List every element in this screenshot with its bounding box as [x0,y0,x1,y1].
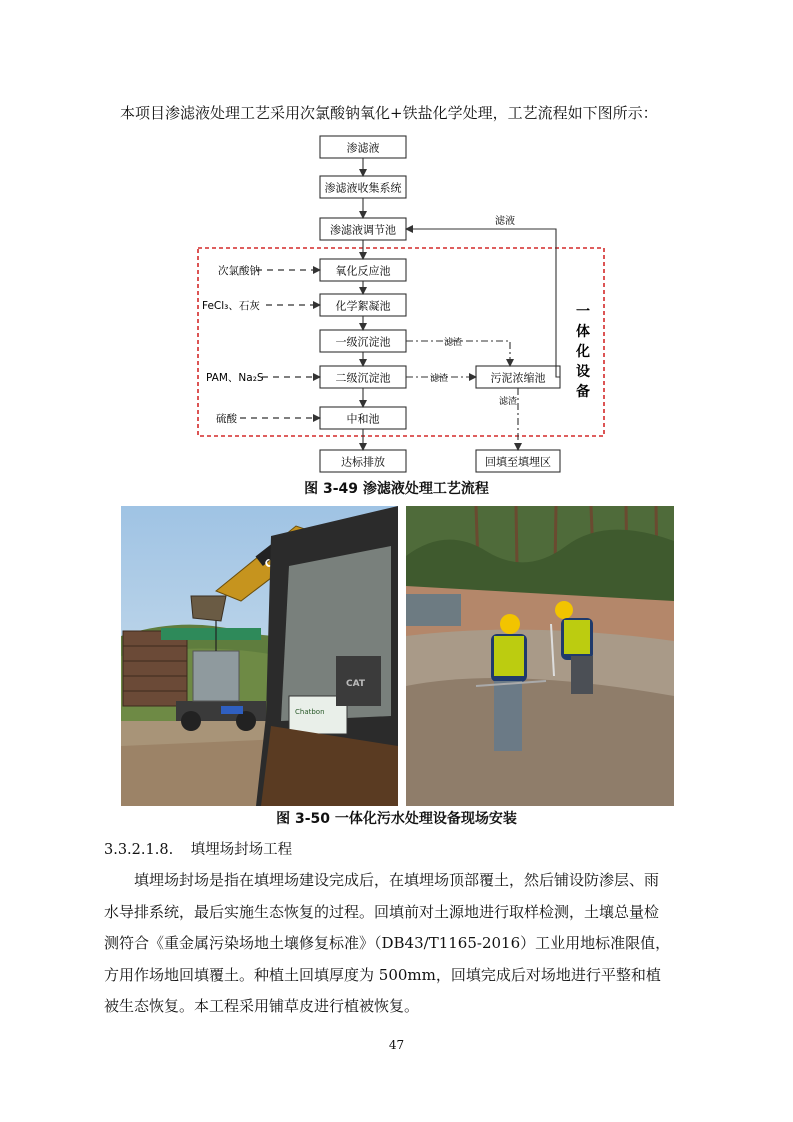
box-secondary-settling [320,366,406,388]
paragraph-line-5: 被生态恢复。本工程采用铺草皮进行植被恢复。 [104,997,420,1015]
label-sludge-1: 滤渣 [443,338,463,348]
photo-excavator-illustration [121,506,398,806]
label-filtrate: 滤液 [495,216,515,227]
reagent-sulfuric-acid: 硫酸 [216,413,237,425]
box-secondary-settling-label: 二级沉淀池 [335,371,391,385]
integrated-label-char-5: 备 [576,384,590,400]
reagent-sodium-hypochlorite: 次氯酸钠 [218,265,260,277]
box-primary-settling [320,330,406,352]
box-discharge [320,450,406,472]
figure-3-49-caption: 图 3-49 渗滤液处理工艺流程 [304,481,489,497]
box-leachate-label: 渗滤液 [346,141,380,155]
box-regulating-tank-label: 渗滤液调节池 [330,223,396,237]
sludge-arrows [406,341,518,450]
photo-workers-illustration [406,506,674,806]
filtrate-return-arrow [406,229,560,377]
reagent-pam-na2s: PAM、Na₂S [206,372,264,384]
section-heading [104,838,292,859]
paragraph-line-3: 测符合《重金属污染场地土壤修复标准》（DB43/T1165-2016）工业用地标准限值， [104,934,671,952]
box-backfill [476,450,560,472]
photo-workers-onsite [406,506,674,806]
box-discharge-label: 达标排放 [341,455,385,469]
label-sludge-3: 滤渣 [498,397,518,407]
box-sludge-thickener-label: 污泥浓缩池 [490,371,546,385]
cab-brand-text-2: CAT [346,679,366,689]
box-backfill-label: 回填至填埋区 [485,455,551,469]
paragraph-line-2: 水导排系统，最后实施生态恢复的过程。回填前对土源地进行取样检测，土壤总量检 [104,902,660,921]
body-paragraph [104,865,690,1023]
label-sludge-2: 滤渣 [429,374,449,384]
box-sludge-thickener [476,366,560,388]
integrated-equipment-label [575,304,590,400]
integrated-label-char-4: 设 [576,364,590,380]
integrated-label-char-2: 体 [576,324,590,340]
integrated-label-char-1: 一 [576,304,590,320]
box-oxidation-tank [320,259,406,281]
section-title: 填埋场封场工程 [190,842,293,858]
intro-paragraph: 本项目渗滤液处理工艺采用次氯酸钠氧化+铁盐化学处理，工艺流程如下图所示： [120,104,658,122]
reagent-fecl3-lime: FeCl₃、石灰 [202,300,260,312]
page-number: 47 [388,1038,405,1052]
paragraph-line-4: 方用作场地回填覆土。种植土回填厚度为 500mm，回填完成后对场地进行平整和植 [104,965,661,984]
reagent-arrows [240,270,320,418]
box-leachate [320,136,406,158]
section-number: 3.3.2.1.8. [104,842,174,858]
integrated-label-char-3: 化 [576,344,590,360]
box-neutralization-tank-label: 中和池 [346,412,380,426]
paragraph-line-1: 填埋场封场是指在填埋场建设完成后，在填埋场顶部覆土，然后铺设防渗层、雨 [134,871,660,889]
box-collection-system [320,176,406,198]
photo-excavator-installation [121,506,398,806]
box-brand-text: Chatbon [295,708,325,716]
box-primary-settling-label: 一级沉淀池 [335,335,391,349]
process-flowchart [190,128,620,478]
box-collection-system-label: 渗滤液收集系统 [324,181,402,195]
box-regulating-tank [320,218,406,240]
figure-3-50-caption: 图 3-50 一体化污水处理设备现场安装 [276,811,517,827]
box-flocculation-tank-label: 化学絮凝池 [335,299,391,313]
box-oxidation-tank-label: 氧化反应池 [335,264,391,278]
box-flocculation-tank [320,294,406,316]
box-neutralization-tank [320,407,406,429]
